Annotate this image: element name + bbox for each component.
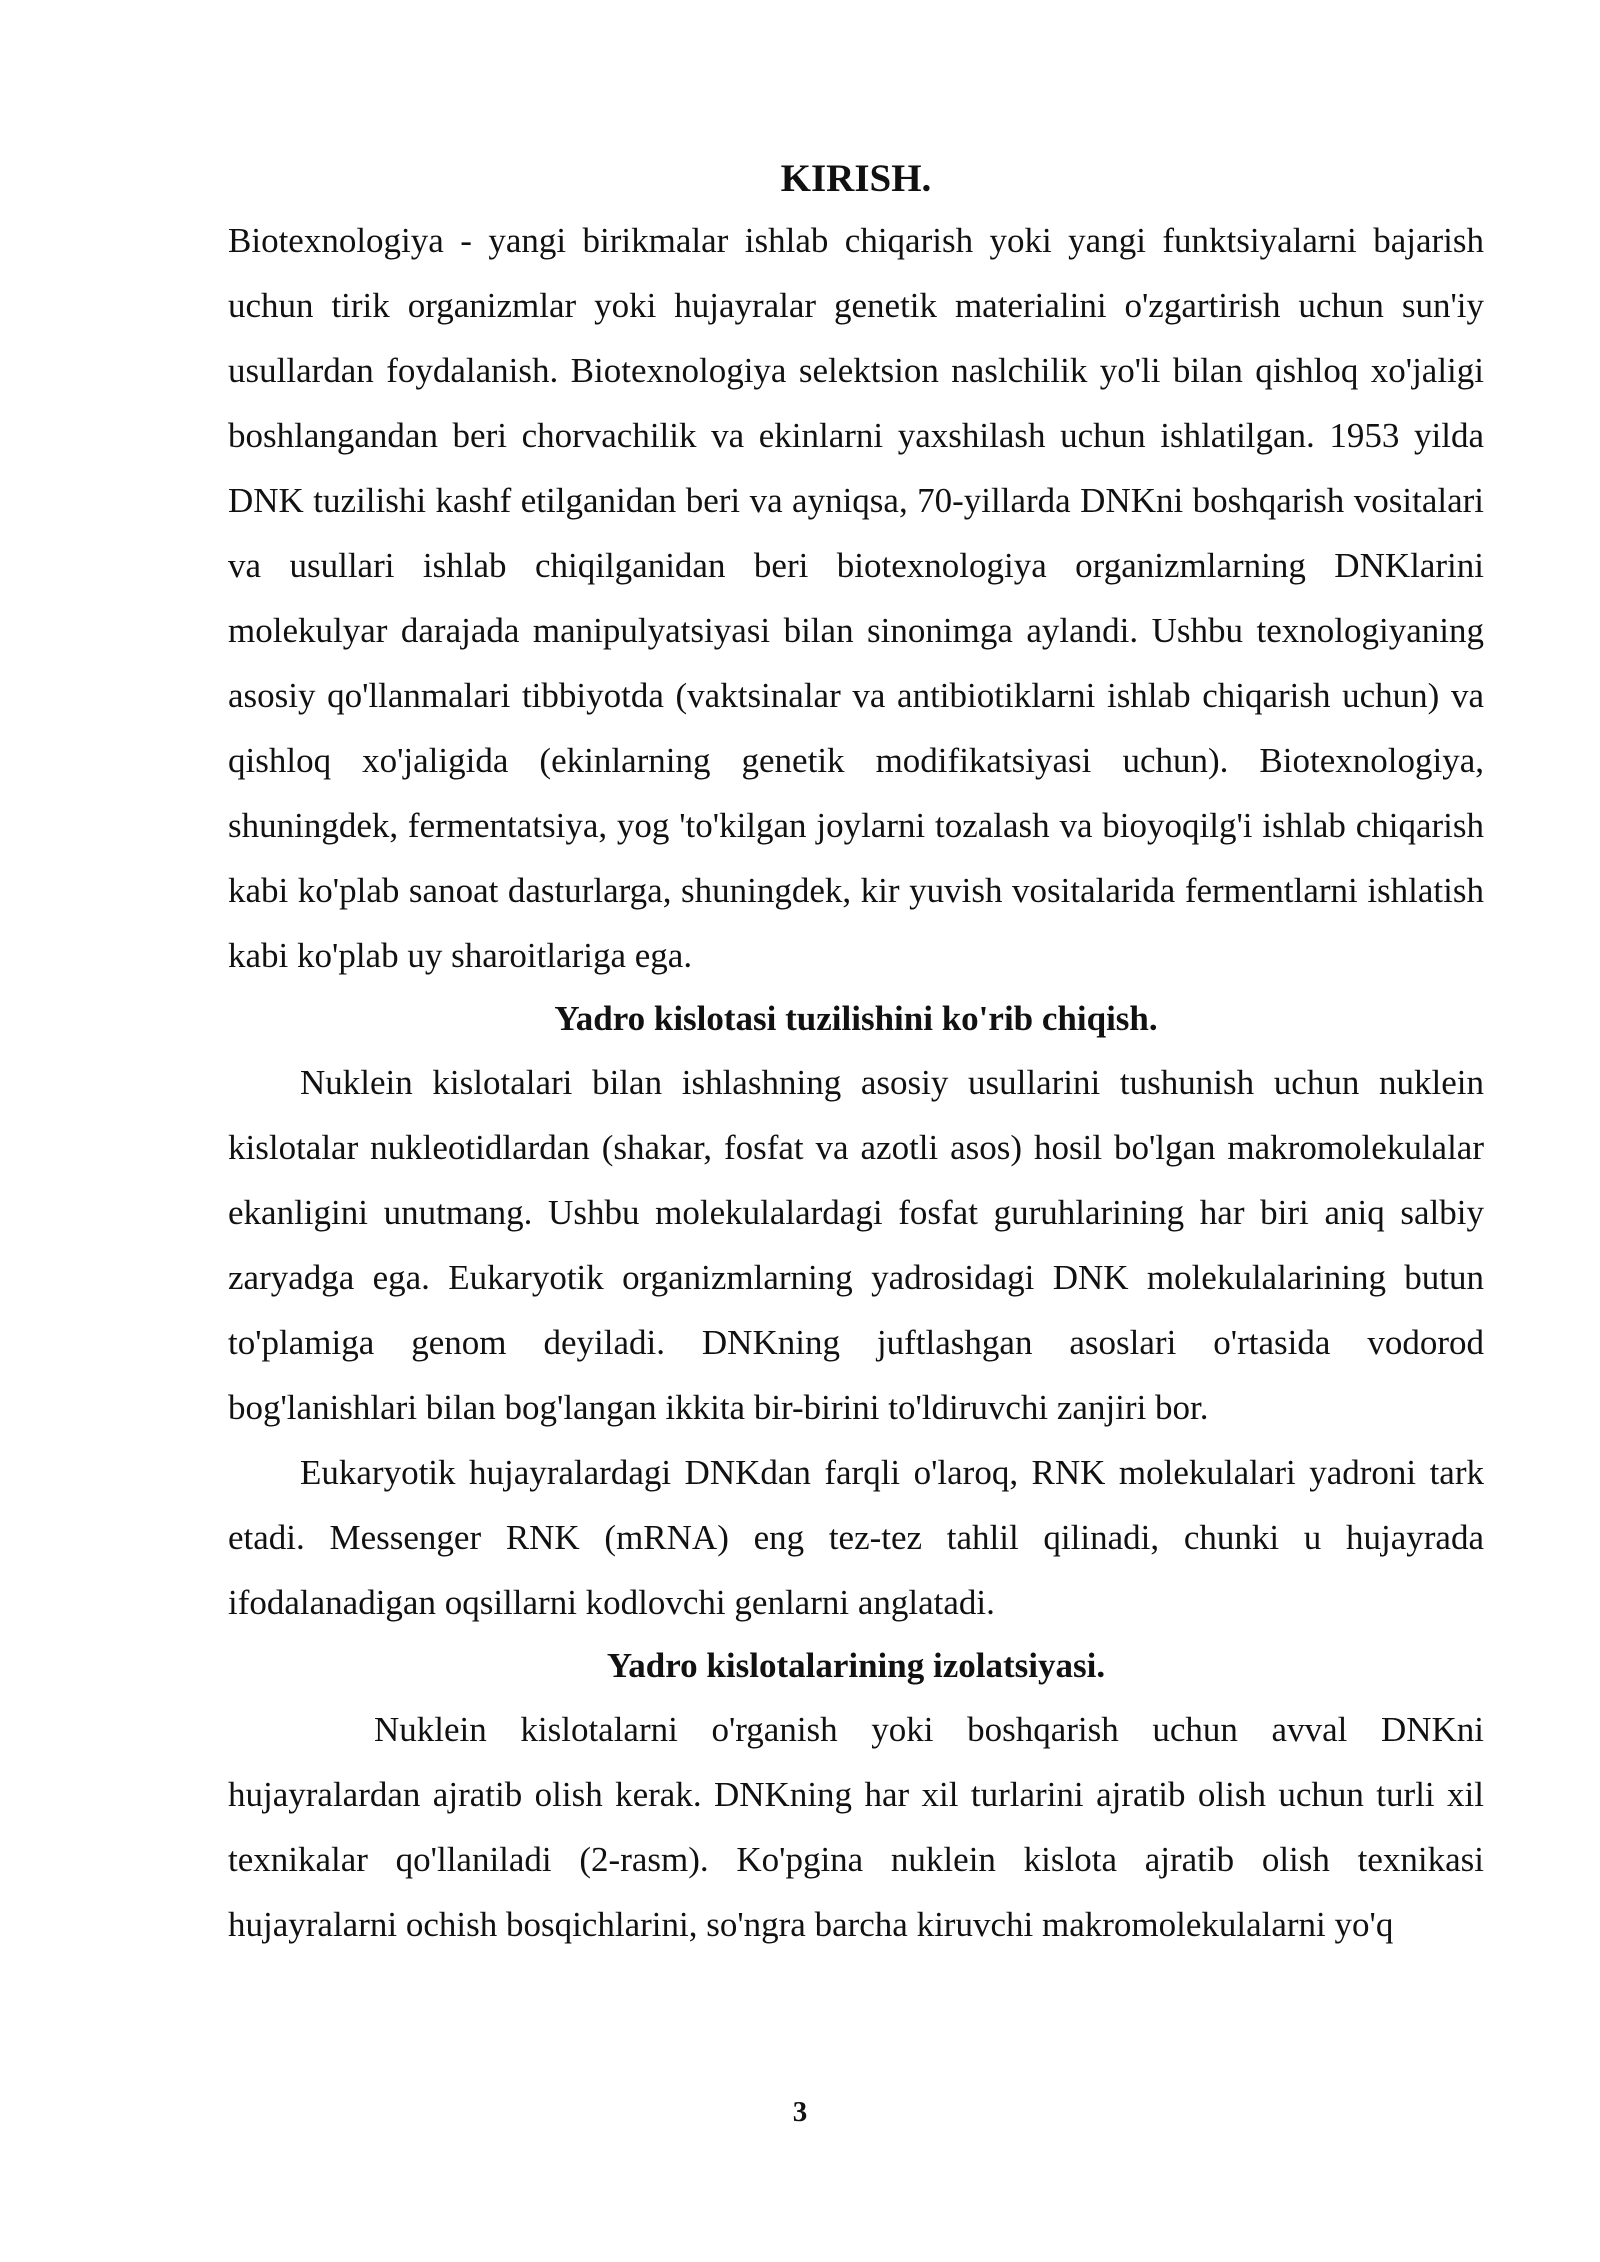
section1-paragraph-2: Eukaryotik hujayralardagi DNKdan farqli o'laroq, RNK molekulalari yadroni tark etadi. Messenger RNK (mRNA) eng tez-tez tahlil qilinadi, chunki u hujayrada ifodalanadigan oqsillarni kodlovchi genlarni anglatadi. [228,1453,1484,1622]
section-heading-isolation: Yadro kislotalarining izolatsiyasi. [606,1646,1106,1685]
document-page [228,150,1484,1957]
page-number: 3 [792,2096,808,2128]
section1-paragraph-1: Nuklein kislotalari bilan ishlashning asosiy usullarini tushunish uchun nuklein kislotalar nukleotidlardan (shakar, fosfat va azotli asos) hosil bo'lgan makromolekulalar ekanligini unutmang. Ushbu molekulalardagi fosfat guruhlarining har biri aniq salbiy zaryadga ega. Eukaryotik organizmlarning yadrosidagi DNK molekulalarining butun to'plamiga genom deyiladi. DNKning juftlashgan asoslari o'rtasida vodorod bog'lanishlari bilan bog'langan ikkita bir-birini to'ldiruvchi zanjiri bor. [228,1063,1484,1427]
section-heading-nucleic-structure: Yadro kislotasi tuzilishini ko'rib chiqish. [554,999,1158,1038]
intro-paragraph: Biotexnologiya - yangi birikmalar ishlab chiqarish yoki yangi funktsiyalarni bajarish uchun tirik organizmlar yoki hujayralar genetik materialini o'zgartirish uchun sun'iy usullardan foydalanish. Biotexnologiya selektsion naslchilik yo'li bilan qishloq xo'jaligi boshlangandan beri chorvachilik va ekinlarni yaxshilash uchun ishlatilgan. 1953 yilda DNK tuzilishi kashf etilganidan beri va ayniqsa, 70-yillarda DNKni boshqarish vositalari va usullari ishlab chiqilganidan beri biotexnologiya organizmlarning DNKlarini molekulyar darajada manipulyatsiyasi bilan sinonimga aylandi. Ushbu texnologiyaning asosiy qo'llanmalari tibbiyotda (vaktsinalar va antibiotiklarni ishlab chiqarish uchun) va qishloq xo'jaligida (ekinlarning genetik modifikatsiyasi uchun). Biotexnologiya, shuningdek, fermentatsiya, yog 'to'kilgan joylarni tozalash va bioyoqilg'i ishlab chiqarish kabi ko'plab sanoat dasturlarga, shuningdek, kir yuvish vositalarida fermentlarni ishlatish kabi ko'plab uy sharoitlariga ega. [228,221,1484,975]
section2-paragraph-1: Nuklein kislotalarni o'rganish yoki boshqarish uchun avval DNKni hujayralardan ajratib olish kerak. DNKning har xil turlarini ajratib olish uchun turli xil texnikalar qo'llaniladi (2-rasm). Ko'pgina nuklein kislota ajratib olish texnikasi hujayralarni ochish bosqichlarini, so'ngra barcha kiruvchi makromolekulalarni yo'q [228,1710,1484,1944]
document-title: KIRISH. [780,157,932,200]
